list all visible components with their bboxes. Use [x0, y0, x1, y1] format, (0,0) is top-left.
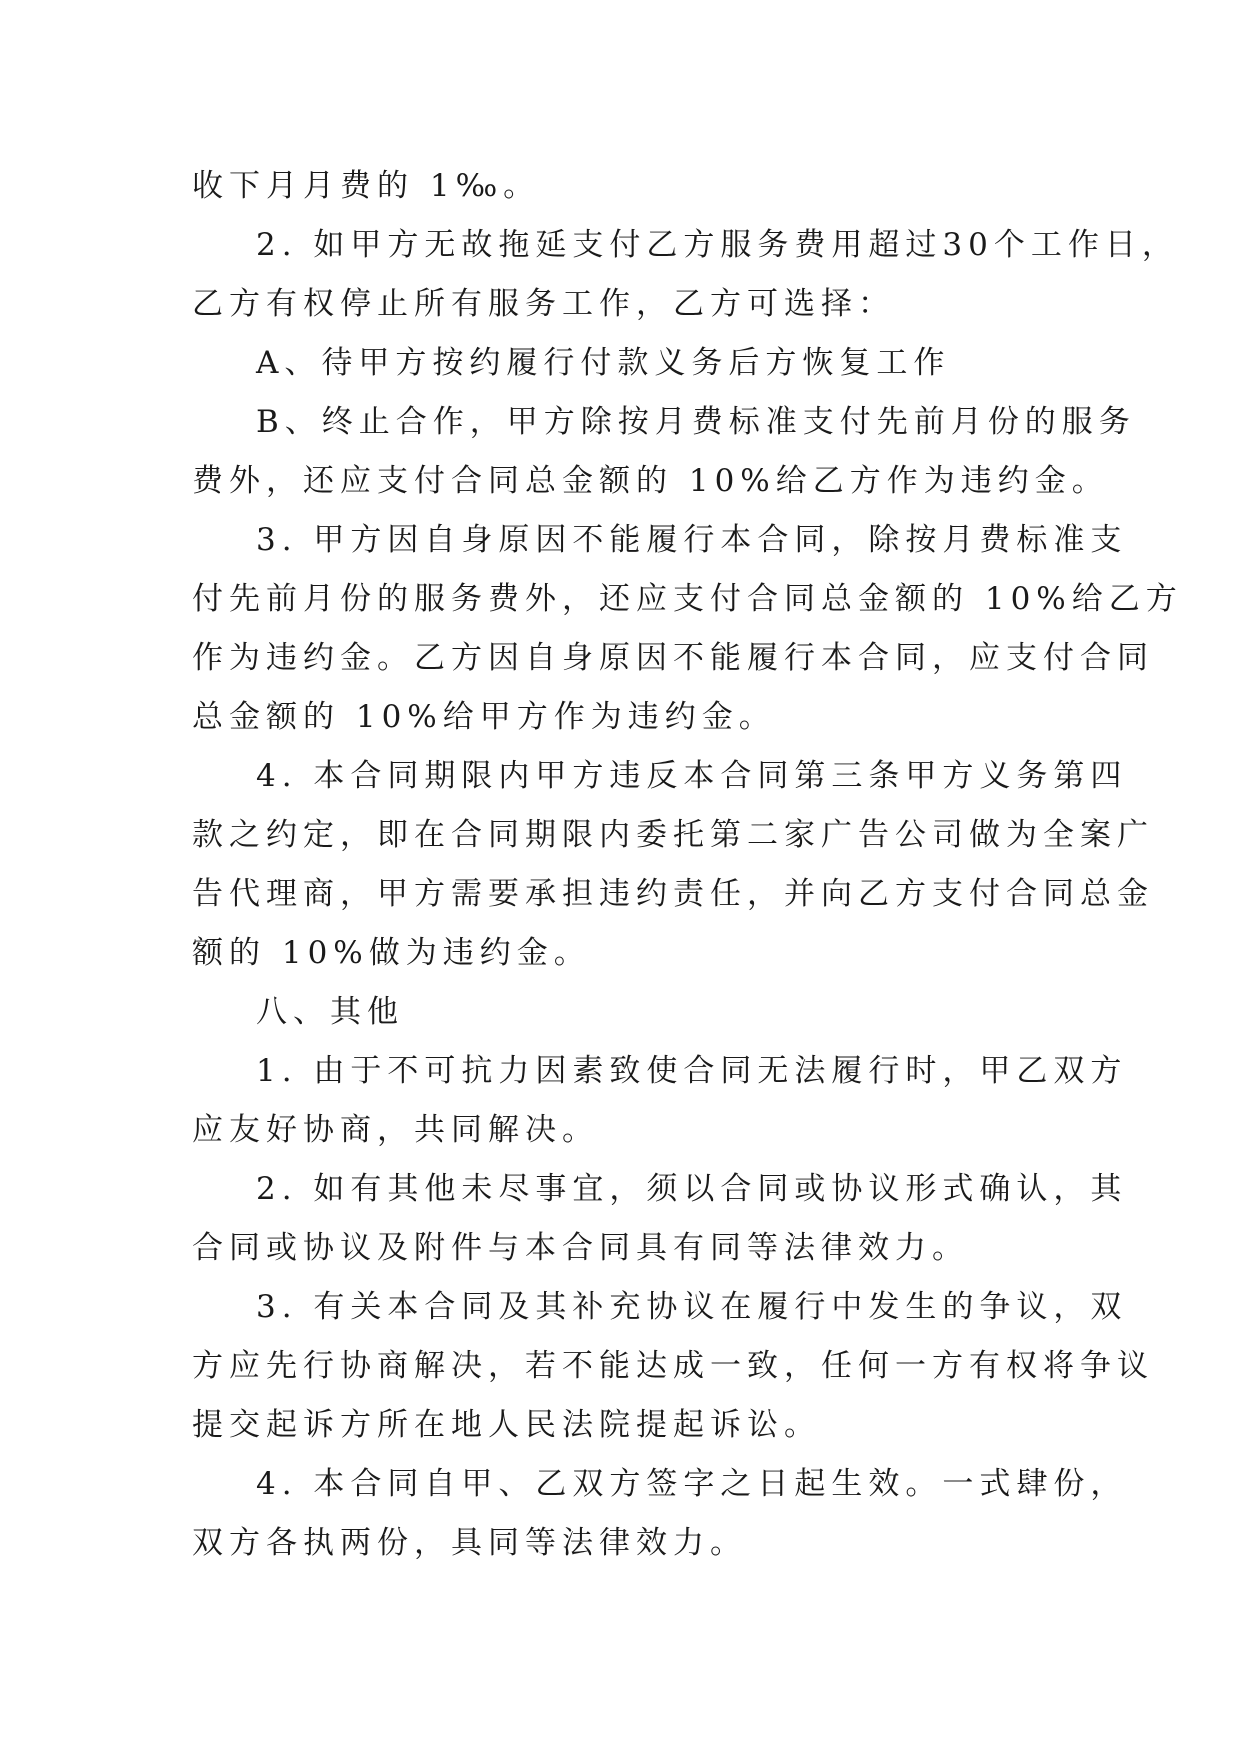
- text-line: A、待甲方按约履行付款义务后方恢复工作: [256, 345, 951, 381]
- text-line: 4. 本合同自甲、乙双方签字之日起生效。一式肆份，: [256, 1466, 1128, 1502]
- text-line: 双方各执两份，具同等法律效力。: [192, 1525, 747, 1561]
- text-line: 提交起诉方所在地人民法院提起诉讼。: [192, 1407, 821, 1443]
- text-line: 2. 如有其他未尽事宜，须以合同或协议形式确认，其: [256, 1171, 1128, 1207]
- text-line: 3. 有关本合同及其补充协议在履行中发生的争议，双: [256, 1289, 1128, 1325]
- text-line: 费外，还应支付合同总金额的 10%给乙方作为违约金。: [192, 463, 1109, 499]
- text-line: 款之约定，即在合同期限内委托第二家广告公司做为全案广: [192, 817, 1154, 853]
- document-body: [192, 157, 1183, 1573]
- text-line: 乙方有权停止所有服务工作，乙方可选择：: [192, 286, 895, 322]
- text-line: B、终止合作，甲方除按月费标准支付先前月份的服务: [256, 404, 1136, 440]
- text-line: 付先前月份的服务费外，还应支付合同总金额的 10%给乙方: [192, 581, 1183, 617]
- text-line: 作为违约金。乙方因自身原因不能履行本合同，应支付合同: [192, 640, 1154, 676]
- text-line: 1. 由于不可抗力因素致使合同无法履行时，甲乙双方: [256, 1053, 1128, 1089]
- section-heading: 八、其他: [256, 994, 404, 1030]
- text-line: 4. 本合同期限内甲方违反本合同第三条甲方义务第四: [256, 758, 1128, 794]
- text-line: 应友好协商，共同解决。: [192, 1112, 599, 1148]
- text-line: 合同或协议及附件与本合同具有同等法律效力。: [192, 1230, 969, 1266]
- text-line: 方应先行协商解决，若不能达成一致，任何一方有权将争议: [192, 1348, 1154, 1384]
- text-line: 额的 10%做为违约金。: [192, 935, 591, 971]
- text-line: 收下月月费的 1‰。: [192, 168, 541, 204]
- text-line: 3. 甲方因自身原因不能履行本合同，除按月费标准支: [256, 522, 1128, 558]
- text-line: 总金额的 10%给甲方作为违约金。: [192, 699, 776, 735]
- text-line: 告代理商，甲方需要承担违约责任，并向乙方支付合同总金: [192, 876, 1154, 912]
- text-line: 2. 如甲方无故拖延支付乙方服务费用超过30个工作日，: [256, 227, 1179, 263]
